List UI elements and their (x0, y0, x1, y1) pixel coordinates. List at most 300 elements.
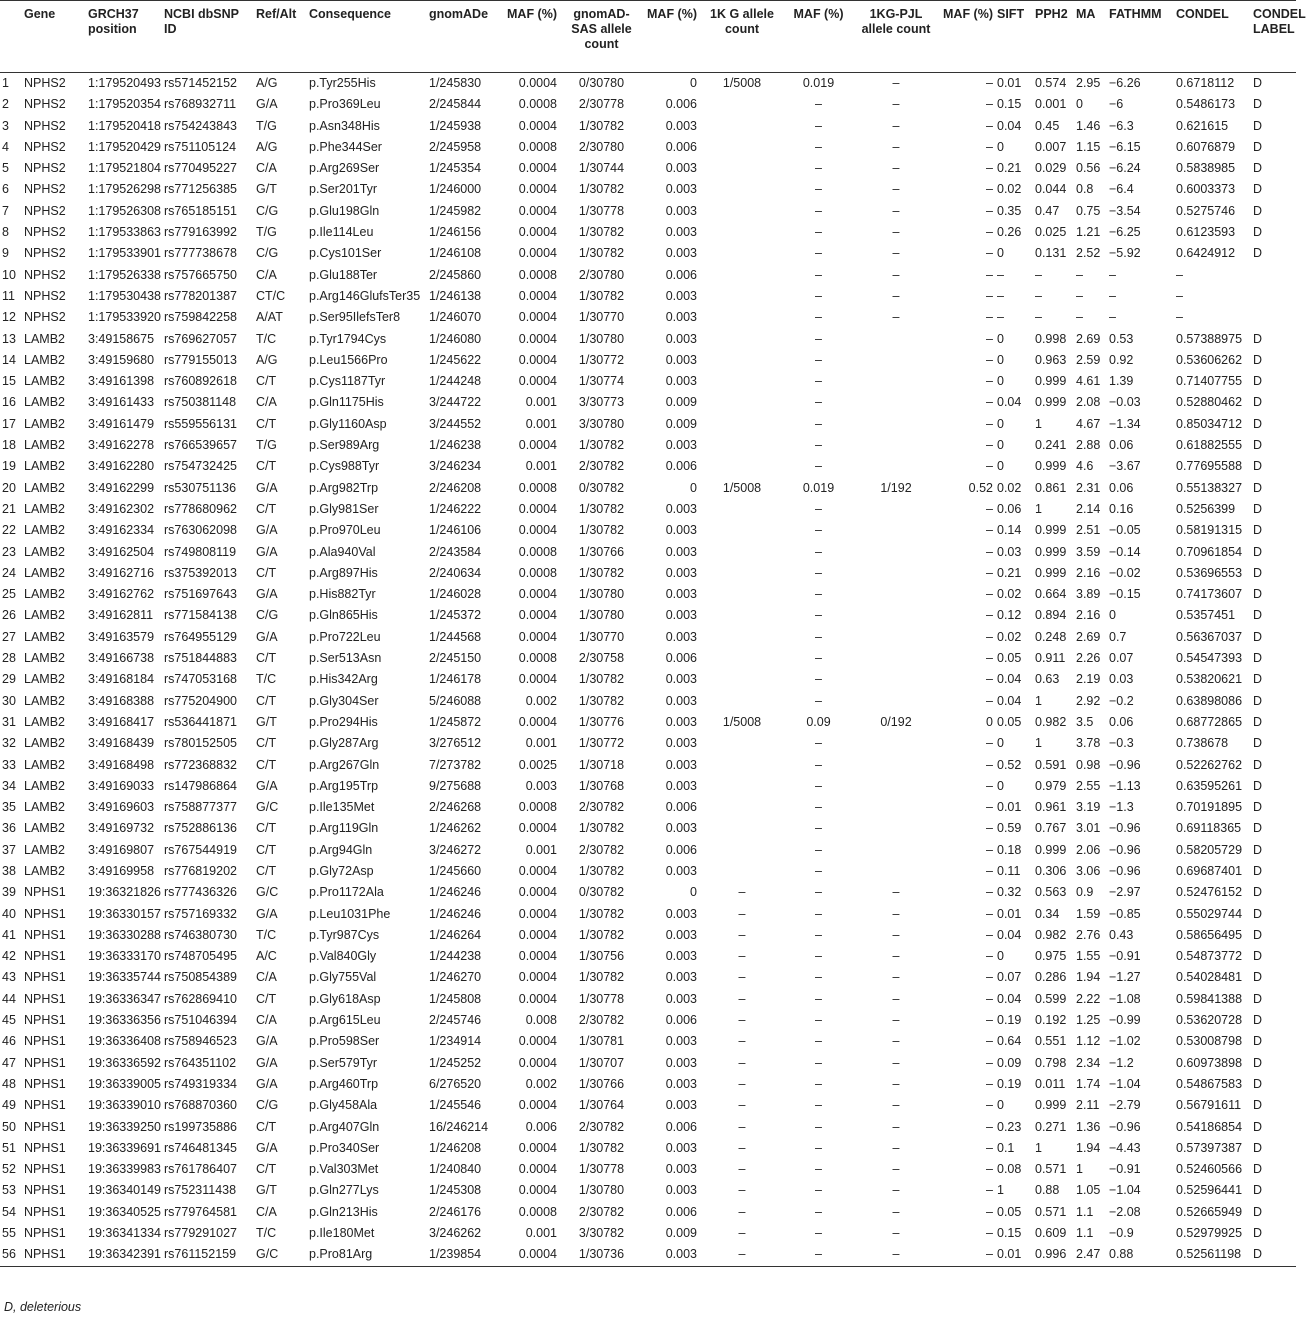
cell-gnomade-maf: 0.0004 (518, 1098, 557, 1113)
cell-gnomade-maf: 0.0004 (518, 225, 557, 240)
cell-1kg-count: – (738, 1183, 746, 1198)
cell-condel-label: D (1253, 565, 1263, 580)
header-1kg-pjl-count: 1KG-PJL allele count (861, 7, 931, 36)
cell-gnomade-maf: 0.0004 (518, 1183, 557, 1198)
cell-row-number: 32 (2, 736, 16, 751)
cell-consequence: p.Val840Gly (309, 949, 377, 964)
cell-pph2: 0.63 (1035, 672, 1060, 687)
cell-consequence: p.His342Arg (309, 672, 378, 687)
cell-1kg-maf: – (815, 672, 822, 687)
cell-dbsnp-id: rs746380730 (164, 927, 237, 942)
cell-grch37-position: 19:36339005 (88, 1076, 161, 1091)
cell-1kg-pjl-count: – (892, 225, 900, 240)
cell-gnomad-sas-maf: 0.003 (665, 608, 697, 623)
cell-1kg-maf: – (815, 352, 822, 367)
cell-ma: 2.59 (1076, 352, 1101, 367)
cell-gene: NPHS1 (24, 991, 66, 1006)
cell-gnomad-sas-count: 1/30744 (578, 161, 625, 176)
table-row (0, 542, 1296, 563)
cell-condel: 0.5275746 (1176, 203, 1236, 218)
cell-ref-alt: G/A (256, 906, 278, 921)
cell-row-number: 40 (2, 906, 16, 921)
cell-gnomade: 1/245622 (429, 352, 482, 367)
cell-sift: 0.06 (997, 501, 1022, 516)
cell-1kg-pjl-maf: – (986, 1034, 993, 1049)
cell-dbsnp-id: rs777436326 (164, 885, 237, 900)
cell-1kg-maf: – (815, 757, 822, 772)
cell-1kg-maf: – (815, 949, 822, 964)
cell-condel: 0.55029744 (1176, 906, 1243, 921)
cell-1kg-count (699, 499, 785, 520)
cell-sift: 0.14 (997, 523, 1022, 538)
cell-condel: 0.6076879 (1176, 139, 1236, 154)
cell-dbsnp-id: rs777738678 (164, 246, 237, 261)
cell-gnomad-sas-maf: 0.006 (665, 1204, 697, 1219)
cell-fathmm: 0.92 (1109, 352, 1134, 367)
cell-consequence: p.Gly287Arg (309, 736, 379, 751)
cell-consequence: p.Ile180Met (309, 1226, 375, 1241)
cell-grch37-position: 3:49162302 (88, 501, 155, 516)
cell-dbsnp-id: rs764351102 (164, 1055, 237, 1070)
table-row (0, 1138, 1296, 1159)
cell-ma: 2.47 (1076, 1247, 1101, 1262)
cell-condel-label: D (1253, 736, 1263, 751)
cell-condel: 0.70191895 (1176, 800, 1243, 815)
cell-gnomad-sas-maf: 0.003 (665, 863, 697, 878)
cell-condel: 0.63898086 (1176, 693, 1243, 708)
cell-row-number: 44 (2, 991, 16, 1006)
cell-gnomad-sas-count: 2/30782 (578, 842, 625, 857)
cell-fathmm: −0.96 (1109, 1119, 1141, 1134)
cell-gnomade: 3/244722 (429, 395, 482, 410)
cell-consequence: p.Pro970Leu (309, 523, 381, 538)
header-gnomad-sas-maf: MAF (%) (647, 7, 697, 21)
cell-grch37-position: 3:49162299 (88, 480, 155, 495)
cell-condel-label: D (1253, 438, 1263, 453)
cell-ma: 2.16 (1076, 565, 1101, 580)
cell-pph2: 0.999 (1035, 842, 1067, 857)
cell-grch37-position: 19:36341334 (88, 1226, 161, 1241)
cell-consequence: p.Gly458Ala (309, 1098, 378, 1113)
cell-gnomade-maf: 0.002 (525, 1076, 557, 1091)
cell-gnomade: 1/245546 (429, 1098, 482, 1113)
cell-condel: 0.57388975 (1176, 331, 1243, 346)
cell-gnomad-sas-count: 1/30776 (578, 714, 625, 729)
cell-dbsnp-id: rs749808119 (164, 544, 237, 559)
cell-1kg-count (699, 435, 785, 456)
header-consequence: Consequence (309, 7, 391, 21)
cell-condel-label: D (1253, 246, 1263, 261)
cell-consequence: p.Arg146GlufsTer35 (309, 288, 421, 303)
cell-1kg-count (699, 307, 785, 328)
cell-condel-label: D (1253, 395, 1263, 410)
table-row (0, 925, 1296, 946)
cell-grch37-position: 1:179533863 (88, 225, 161, 240)
cell-1kg-pjl-maf: – (986, 906, 993, 921)
cell-condel-label: D (1253, 1034, 1263, 1049)
table-header (0, 1, 1306, 73)
cell-gnomad-sas-count: 2/30782 (578, 800, 625, 815)
cell-pph2: 0.34 (1035, 906, 1060, 921)
cell-gnomad-sas-maf: 0.009 (665, 1226, 697, 1241)
cell-gene: LAMB2 (24, 501, 65, 516)
cell-1kg-maf: 0.09 (806, 714, 831, 729)
cell-condel-label: D (1253, 1162, 1263, 1177)
cell-fathmm: −0.99 (1109, 1013, 1141, 1028)
cell-1kg-pjl-count: – (892, 1098, 900, 1113)
cell-1kg-maf: – (815, 225, 822, 240)
cell-1kg-pjl-count (852, 520, 940, 541)
cell-gnomad-sas-maf: 0.003 (665, 438, 697, 453)
cell-dbsnp-id: rs776819202 (164, 863, 237, 878)
cell-fathmm: 0.07 (1109, 651, 1134, 666)
cell-gene: LAMB2 (24, 438, 65, 453)
cell-condel-label: D (1253, 182, 1263, 197)
cell-gnomad-sas-maf: 0.003 (665, 693, 697, 708)
cell-1kg-pjl-count: – (892, 1247, 900, 1262)
cell-1kg-pjl-count: – (892, 161, 900, 176)
cell-1kg-pjl-count: – (892, 970, 900, 985)
cell-pph2: 0.911 (1035, 651, 1066, 666)
cell-dbsnp-id: rs779163992 (164, 225, 237, 240)
cell-gnomade-maf: 0.002 (525, 693, 557, 708)
cell-gnomad-sas-maf: 0.003 (665, 1055, 697, 1070)
cell-fathmm: 0.53 (1109, 331, 1134, 346)
cell-condel: 0.54867583 (1176, 1076, 1243, 1091)
cell-1kg-pjl-count (852, 499, 940, 520)
cell-pph2: 0.029 (1035, 161, 1067, 176)
cell-sift: 0.52 (997, 757, 1022, 772)
cell-ma: 3.01 (1076, 821, 1101, 836)
cell-row-number: 20 (2, 480, 16, 495)
cell-1kg-maf: – (815, 1226, 822, 1241)
cell-gnomad-sas-count: 0/30782 (578, 480, 625, 495)
cell-fathmm: −0.96 (1109, 842, 1141, 857)
cell-sift: 0.18 (997, 842, 1022, 857)
cell-consequence: p.Leu1566Pro (309, 352, 388, 367)
table-row (0, 1159, 1296, 1180)
cell-gnomade-maf: 0.0004 (518, 906, 557, 921)
cell-consequence: p.Gly755Val (309, 970, 377, 985)
cell-pph2: 0.999 (1035, 395, 1067, 410)
cell-sift: 0.04 (997, 693, 1022, 708)
cell-row-number: 54 (2, 1204, 16, 1219)
cell-1kg-pjl-count (852, 669, 940, 690)
cell-sift: 0.04 (997, 118, 1022, 133)
cell-grch37-position: 3:49161433 (88, 395, 155, 410)
cell-1kg-maf: – (815, 139, 822, 154)
cell-condel-label: D (1253, 991, 1263, 1006)
cell-pph2: 1 (1035, 416, 1042, 431)
table-row (0, 669, 1296, 690)
cell-ma: 1.15 (1076, 139, 1101, 154)
cell-ref-alt: C/T (256, 1162, 277, 1177)
cell-1kg-count: – (738, 1162, 746, 1177)
cell-ma: 2.52 (1076, 246, 1101, 261)
cell-sift: 0.01 (997, 1247, 1022, 1262)
cell-dbsnp-id: rs751697643 (164, 587, 237, 602)
cell-condel: 0.57397387 (1176, 1140, 1243, 1155)
table-row (0, 392, 1296, 413)
cell-row-number: 11 (2, 288, 15, 303)
table-row (0, 1180, 1296, 1201)
cell-row-number: 38 (2, 863, 16, 878)
cell-gene: NPHS1 (24, 949, 66, 964)
cell-ma: 3.5 (1076, 714, 1094, 729)
cell-gene: NPHS2 (24, 246, 66, 261)
cell-grch37-position: 1:179526298 (88, 182, 161, 197)
cell-gnomade: 1/245808 (429, 991, 482, 1006)
cell-dbsnp-id: rs766539657 (164, 438, 237, 453)
cell-fathmm: 0.16 (1109, 501, 1134, 516)
cell-sift: 0.35 (997, 203, 1022, 218)
cell-dbsnp-id: rs761152159 (164, 1247, 237, 1262)
cell-1kg-pjl-count (852, 797, 940, 818)
cell-gnomad-sas-count: 1/30782 (578, 927, 625, 942)
cell-sift: 0.11 (997, 863, 1021, 878)
cell-consequence: p.His882Tyr (309, 587, 376, 602)
cell-pph2: 0.001 (1035, 97, 1067, 112)
cell-condel-label: D (1253, 587, 1263, 602)
cell-gnomad-sas-count: 0/30780 (578, 76, 625, 90)
cell-gnomade: 2/245860 (429, 267, 482, 282)
cell-pph2: 0.894 (1035, 608, 1067, 623)
cell-gnomad-sas-maf: 0.003 (665, 821, 697, 836)
cell-condel-label: D (1253, 970, 1263, 985)
cell-condel-label (1251, 286, 1296, 307)
cell-pph2: – (1035, 267, 1042, 282)
table-row (0, 456, 1296, 477)
cell-gnomad-sas-count: 1/30766 (578, 544, 625, 559)
cell-1kg-count (699, 584, 785, 605)
cell-consequence: p.Pro294His (309, 714, 378, 729)
cell-ma: 4.67 (1076, 416, 1101, 431)
cell-1kg-count: – (738, 1226, 746, 1241)
cell-consequence: p.Gly1160Asp (309, 416, 387, 431)
cell-condel: 0.5838985 (1176, 161, 1236, 176)
cell-grch37-position: 3:49162716 (88, 565, 155, 580)
cell-1kg-pjl-maf: – (986, 991, 993, 1006)
cell-sift: 0 (997, 1098, 1004, 1113)
cell-grch37-position: 19:36342391 (88, 1247, 161, 1262)
table-row (0, 499, 1296, 520)
cell-gene: NPHS1 (24, 1226, 66, 1241)
cell-gnomad-sas-maf: 0.003 (665, 161, 697, 176)
cell-sift: 0.04 (997, 395, 1022, 410)
cell-row-number: 25 (2, 587, 16, 602)
cell-1kg-pjl-count: – (892, 310, 900, 325)
cell-1kg-pjl-maf: – (986, 267, 993, 282)
cell-condel: 0.52262762 (1176, 757, 1243, 772)
cell-condel-label: D (1253, 161, 1263, 176)
cell-dbsnp-id: rs771256385 (164, 182, 237, 197)
cell-row-number: 7 (2, 203, 9, 218)
cell-gnomad-sas-maf: 0.003 (665, 182, 697, 197)
cell-sift: 0.64 (997, 1034, 1022, 1049)
cell-1kg-maf: – (815, 203, 822, 218)
cell-row-number: 15 (2, 374, 16, 389)
cell-sift: 0.12 (997, 608, 1022, 623)
cell-1kg-count (699, 818, 785, 839)
cell-sift: 0.04 (997, 991, 1022, 1006)
cell-1kg-pjl-maf: – (986, 182, 993, 197)
cell-grch37-position: 1:179520354 (88, 97, 161, 112)
cell-gnomad-sas-count: 1/30780 (578, 608, 625, 623)
table-row (0, 414, 1296, 435)
cell-condel: 0.5357451 (1176, 608, 1236, 623)
cell-grch37-position: 3:49169807 (88, 842, 155, 857)
cell-gnomade-maf: 0.0004 (518, 310, 557, 325)
cell-1kg-pjl-count: – (892, 1183, 900, 1198)
cell-gene: LAMB2 (24, 821, 65, 836)
cell-sift: – (997, 267, 1004, 282)
cell-1kg-maf: – (815, 331, 822, 346)
cell-gene: LAMB2 (24, 587, 65, 602)
cell-ref-alt: C/T (256, 863, 277, 878)
cell-1kg-pjl-count (852, 861, 940, 882)
cell-1kg-maf: – (815, 1204, 822, 1219)
cell-gnomad-sas-maf: 0.006 (665, 800, 697, 815)
cell-condel-label: D (1253, 927, 1263, 942)
cell-ref-alt: A/G (256, 139, 278, 154)
cell-gnomad-sas-maf: 0 (690, 480, 697, 495)
cell-ref-alt: C/G (256, 246, 279, 261)
cell-gnomad-sas-maf: 0.003 (665, 288, 697, 303)
cell-gnomade: 1/234914 (429, 1034, 482, 1049)
cell-gene: LAMB2 (24, 736, 65, 751)
cell-condel: 0.69687401 (1176, 863, 1243, 878)
cell-1kg-pjl-maf: – (986, 118, 993, 133)
cell-row-number: 29 (2, 672, 16, 687)
cell-1kg-pjl-maf: – (986, 246, 993, 261)
cell-1kg-pjl-maf: – (986, 1076, 993, 1091)
cell-1kg-count (699, 691, 785, 712)
cell-1kg-pjl-count (852, 414, 940, 435)
cell-sift: 0 (997, 331, 1004, 346)
cell-gnomade-maf: 0.0004 (518, 523, 557, 538)
cell-1kg-pjl-maf: – (986, 587, 993, 602)
table-row (0, 584, 1296, 605)
cell-1kg-pjl-maf: – (986, 608, 993, 623)
cell-dbsnp-id: rs199735886 (164, 1119, 237, 1134)
cell-consequence: p.Cys988Tyr (309, 459, 380, 474)
cell-1kg-maf: – (815, 651, 822, 666)
cell-fathmm: 1.39 (1109, 374, 1134, 389)
cell-1kg-pjl-count: – (892, 246, 900, 261)
cell-1kg-pjl-maf: – (986, 416, 993, 431)
cell-sift: – (997, 288, 1004, 303)
cell-pph2: 0.998 (1035, 331, 1067, 346)
cell-grch37-position: 19:36339983 (88, 1162, 161, 1177)
cell-gnomade: 1/246270 (429, 970, 482, 985)
table-row (0, 243, 1296, 264)
cell-1kg-maf: – (815, 438, 822, 453)
cell-sift: 0 (997, 949, 1004, 964)
table-row (0, 222, 1296, 243)
cell-sift: 0.02 (997, 480, 1022, 495)
cell-gnomade: 1/246208 (429, 1140, 482, 1155)
cell-pph2: 0.664 (1035, 587, 1067, 602)
cell-grch37-position: 3:49168417 (88, 714, 155, 729)
cell-1kg-count (699, 414, 785, 435)
cell-1kg-pjl-maf: – (986, 1119, 993, 1134)
cell-sift: 0 (997, 374, 1004, 389)
cell-gnomad-sas-maf: 0.003 (665, 629, 697, 644)
cell-gnomade-maf: 0.001 (525, 842, 557, 857)
cell-condel: 0.61882555 (1176, 438, 1243, 453)
cell-row-number: 47 (2, 1055, 16, 1070)
cell-fathmm: −0.03 (1109, 395, 1141, 410)
cell-ma: 4.61 (1076, 374, 1101, 389)
cell-fathmm: 0.88 (1109, 1247, 1134, 1262)
cell-sift: 0.15 (997, 97, 1022, 112)
cell-1kg-count (699, 329, 785, 350)
table-row (0, 733, 1296, 754)
cell-1kg-count (699, 755, 785, 776)
cell-condel-label: D (1253, 139, 1263, 154)
cell-ma: 2.16 (1076, 608, 1101, 623)
cell-gene: NPHS2 (24, 267, 66, 282)
cell-fathmm: 0 (1109, 608, 1116, 623)
cell-pph2: 0.999 (1035, 544, 1067, 559)
cell-row-number: 39 (2, 885, 16, 900)
cell-grch37-position: 1:179533901 (88, 246, 161, 261)
table-row (0, 1117, 1296, 1138)
cell-grch37-position: 3:49166738 (88, 651, 155, 666)
cell-fathmm: −6.4 (1109, 182, 1134, 197)
cell-dbsnp-id: rs779155013 (164, 352, 237, 367)
cell-ma: 0.9 (1076, 885, 1094, 900)
cell-1kg-pjl-maf: – (986, 778, 993, 793)
cell-pph2: 1 (1035, 501, 1042, 516)
cell-ma: 0.56 (1076, 161, 1101, 176)
cell-gnomad-sas-count: 0/30782 (578, 885, 625, 900)
cell-ref-alt: C/T (256, 736, 277, 751)
cell-gnomade: 2/246208 (429, 480, 482, 495)
cell-gnomad-sas-maf: 0.003 (665, 757, 697, 772)
cell-1kg-pjl-maf: – (986, 970, 993, 985)
cell-sift: 0.1 (997, 1140, 1015, 1155)
cell-1kg-count (699, 201, 785, 222)
cell-pph2: 0.286 (1035, 970, 1067, 985)
cell-1kg-maf: – (815, 587, 822, 602)
cell-1kg-maf: – (815, 501, 822, 516)
cell-gnomade: 2/240634 (429, 565, 482, 580)
cell-dbsnp-id: rs750854389 (164, 970, 237, 985)
cell-gnomade: 1/246080 (429, 331, 482, 346)
cell-gnomade-maf: 0.0004 (518, 438, 557, 453)
cell-pph2: 0.131 (1035, 246, 1067, 261)
cell-1kg-pjl-maf: – (986, 821, 993, 836)
cell-1kg-pjl-count (852, 350, 940, 371)
cell-gnomad-sas-count: 1/30782 (578, 970, 625, 985)
cell-consequence: p.Gly618Asp (309, 991, 381, 1006)
cell-pph2: 0.88 (1035, 1183, 1060, 1198)
cell-gnomad-sas-count: 1/30768 (578, 778, 625, 793)
cell-sift: 0 (997, 736, 1004, 751)
cell-consequence: p.Val303Met (309, 1162, 379, 1177)
cell-gnomade: 2/243584 (429, 544, 482, 559)
cell-pph2: 0.271 (1035, 1119, 1067, 1134)
cell-1kg-pjl-maf: – (986, 459, 993, 474)
cell-ref-alt: G/A (256, 97, 278, 112)
cell-fathmm: −6.24 (1109, 161, 1141, 176)
cell-fathmm: −2.08 (1109, 1204, 1141, 1219)
cell-ref-alt: T/G (256, 225, 277, 240)
cell-sift: 0 (997, 459, 1004, 474)
cell-gnomade-maf: 0.0004 (518, 203, 557, 218)
cell-pph2: 0.767 (1035, 821, 1067, 836)
